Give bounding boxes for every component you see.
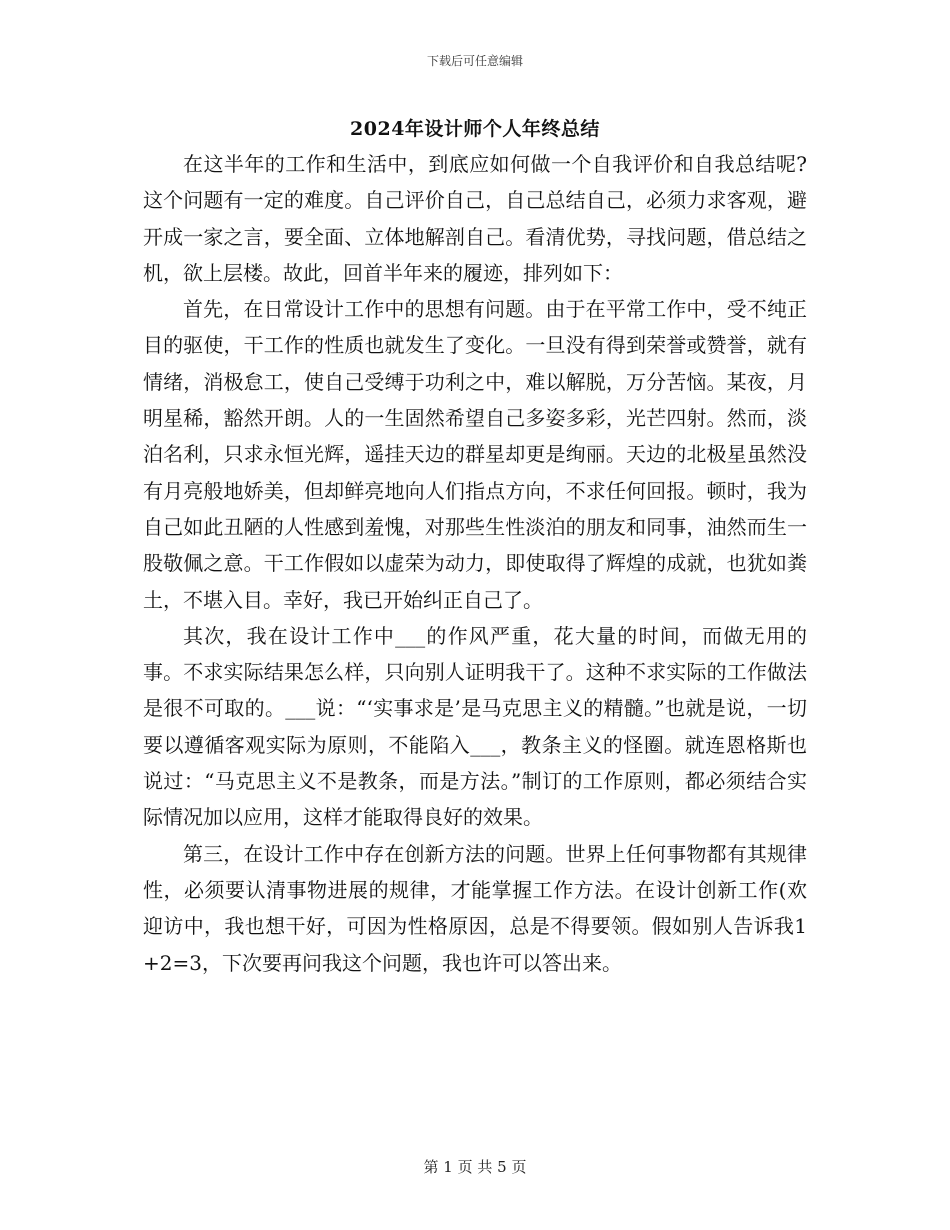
paragraph-3: 其次，我在设计工作中___的作风严重，花大量的时间，而做无用的事。不求实际结果怎么样，只向别人证明我干了。这种不求实际的工作做法是很不可取的。___说：“‘实事求是’是马克思主义的精髓。”也就是说，一切要以遵循客观实际为原则，不能陷入___，教条主义的怪圈。就连恩格斯也说过：“马克思主义不是教条，而是方法。”制订的工作原则，都必须结合实际情况加以应用，这样才能取得良好的效果。 — [143, 623, 807, 830]
paragraph-2: 首先，在日常设计工作中的思想有问题。由于在平常工作中，受不纯正目的驱使，干工作的性质也就发生了变化。一旦没有得到荣誉或赞誉，就有情绪，消极怠工，使自己受缚于功利之中，难以解脱，万分苦恼。某夜，月明星稀，豁然开朗。人的一生固然希望自己多姿多彩，光芒四射。然而，淡泊名利，只求永恒光辉，遥挂天边的群星却更是绚丽。天边的北极星虽然没有月亮般地娇美，但却鲜亮地向人们指点方向，不求任何回报。顿时，我为自己如此丑陋的人性感到羞愧，对那些生性淡泊的朋友和同事，油然而生一股敬佩之意。干工作假如以虚荣为动力，即使取得了辉煌的成就，也犹如粪土，不堪入目。幸好，我已开始纠正自己了。 — [143, 297, 807, 612]
paragraph-1: 在这半年的工作和生活中，到底应如何做一个自我评价和自我总结呢?这个问题有一定的难度。自己评价自己，自己总结自己，必须力求客观，避开成一家之言，要全面、立体地解剖自己。看清优势，寻找问题，借总结之机，欲上层楼。故此，回首半年来的履迹，排列如下： — [143, 152, 807, 285]
document-title: 2024年设计师个人年终总结 — [350, 118, 600, 140]
paragraph-4: 第三，在设计工作中存在创新方法的问题。世界上任何事物都有其规律性，必须要认清事物进展的规律，才能掌握工作方法。在设计创新工作(欢迎访中，我也想干好，可因为性格原因，总是不得要领。假如别人告诉我1+2=3，下次要再问我这个问题，我也许可以答出来。 — [143, 841, 807, 975]
document-body — [143, 146, 807, 981]
page-indicator: 第 1 页 共 5 页 — [423, 1158, 527, 1176]
header-note: 下载后可任意编辑 — [426, 54, 523, 68]
